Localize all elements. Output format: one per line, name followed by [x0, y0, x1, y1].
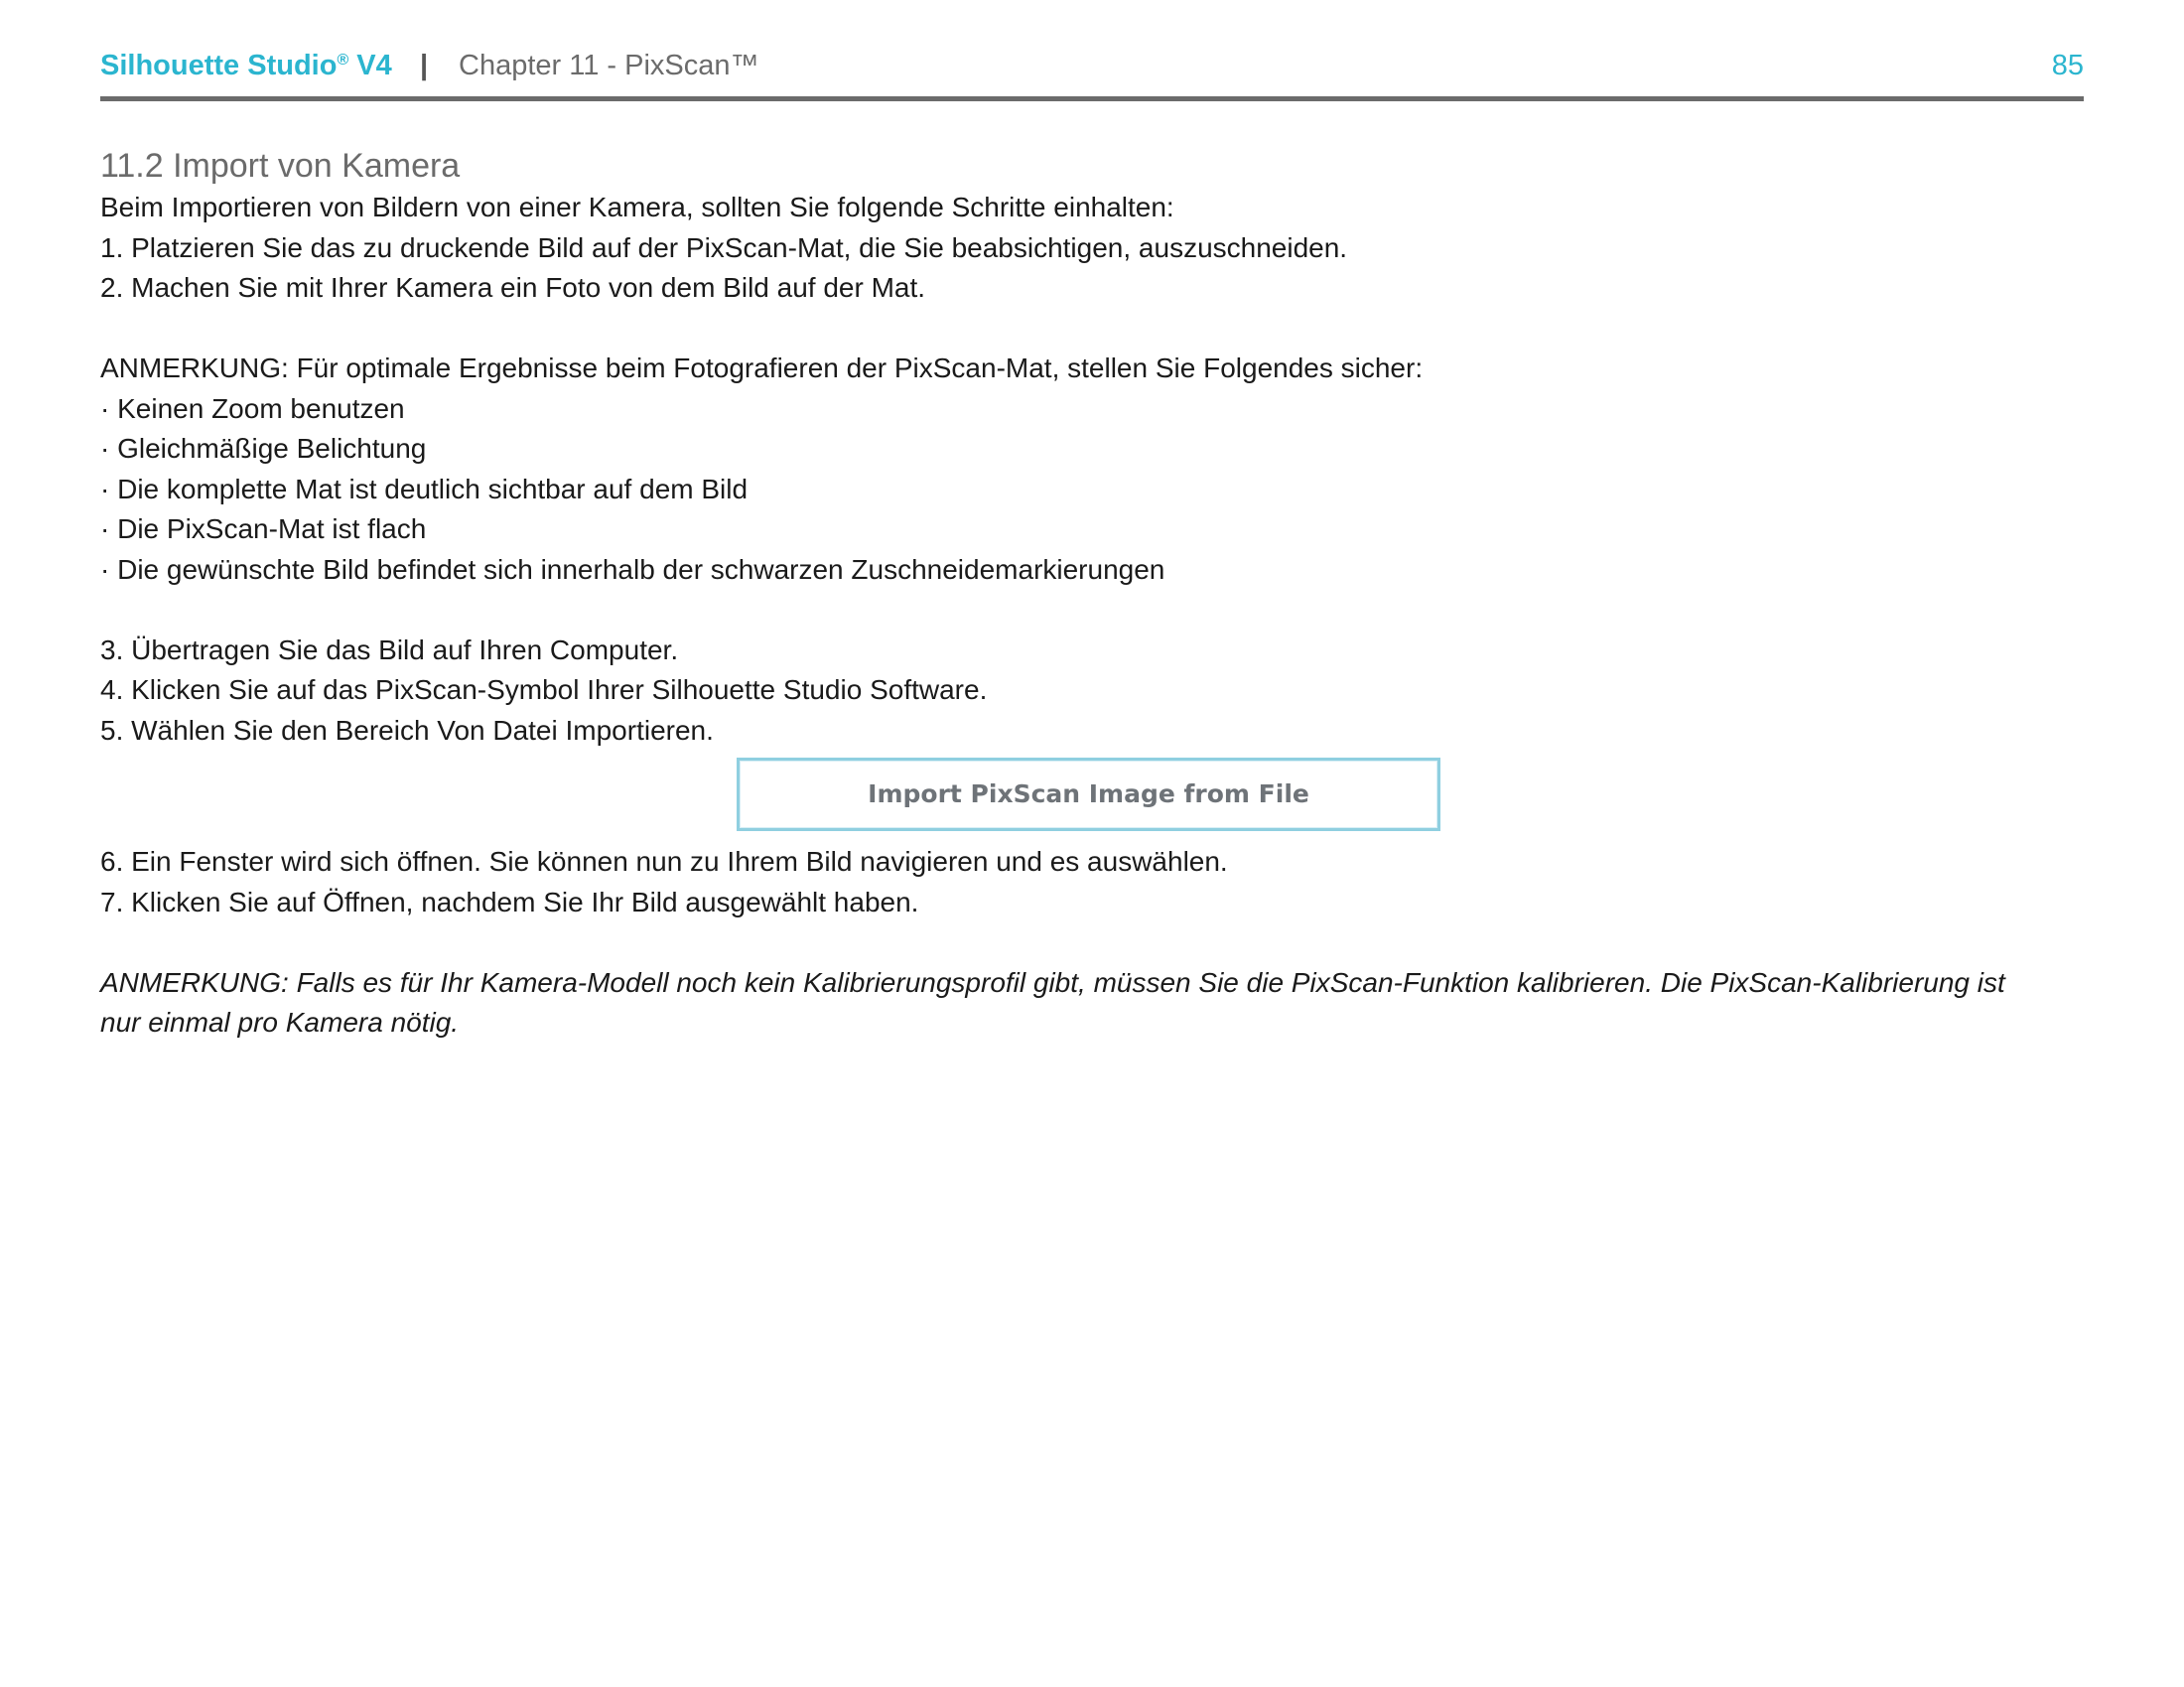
- header-divider: [100, 96, 2084, 101]
- note-optimal-results: ANMERKUNG: Für optimale Ergebnisse beim Fotografieren der PixScan-Mat, stellen Sie Folgendes sicher:: [100, 352, 1424, 383]
- bullet-item: · Die PixScan-Mat ist flach: [100, 513, 427, 544]
- step-4: 4. Klicken Sie auf das PixScan-Symbol Ihrer Silhouette Studio Software.: [100, 674, 988, 705]
- brand-name: Silhouette Studio: [100, 50, 338, 81]
- bullet-item: · Die komplette Mat ist deutlich sichtbar auf dem Bild: [100, 473, 749, 504]
- spacer: [100, 922, 2066, 963]
- page-number: 85: [2051, 50, 2084, 81]
- step-3: 3. Übertragen Sie das Bild auf Ihren Computer.: [100, 633, 679, 665]
- step-7: 7. Klicken Sie auf Öffnen, nachdem Sie Ihr Bild ausgewählt haben.: [100, 886, 919, 917]
- header-separator: |: [420, 50, 429, 81]
- step-1: 1. Platzieren Sie das zu druckende Bild auf der PixScan-Mat, die Sie beabsichtigen, auszuschneiden.: [100, 231, 1348, 263]
- step-2: 2. Machen Sie mit Ihrer Kamera ein Foto von dem Bild auf der Mat.: [100, 272, 926, 303]
- section-heading: 11.2 Import von Kamera: [100, 147, 461, 185]
- intro-text: Beim Importieren von Bildern von einer Kamera, sollten Sie folgende Schritte einhalten:: [100, 192, 1174, 222]
- bullet-item: · Keinen Zoom benutzen: [100, 392, 405, 424]
- import-button-figure: [100, 751, 2066, 842]
- bullet-item: · Die gewünschte Bild befindet sich innerhalb der schwarzen Zuschneidemarkierungen: [100, 553, 1165, 585]
- import-pixscan-image-button[interactable]: Import PixScan Image from File: [737, 758, 1440, 831]
- step-6: 6. Ein Fenster wird sich öffnen. Sie können nun zu Ihrem Bild navigieren und es auswählen.: [100, 846, 1228, 877]
- brand-version: V4: [348, 50, 392, 81]
- brand-title: [100, 50, 392, 82]
- registered-mark: ®: [337, 52, 349, 69]
- spacer: [100, 590, 2066, 631]
- page-content: [100, 144, 2066, 1044]
- step-5: 5. Wählen Sie den Bereich Von Datei Importieren.: [100, 714, 714, 746]
- note-calibration: ANMERKUNG: Falls es für Ihr Kamera-Modell noch kein Kalibrierungsprofil gibt, müssen Sie die PixScan-Funktion kalibrieren. Die PixScan-Kalibrierung ist nur einmal pro Kamera nötig.: [100, 966, 2005, 1038]
- bullet-item: · Gleichmäßige Belichtung: [100, 433, 427, 464]
- spacer: [100, 309, 2066, 350]
- chapter-title: Chapter 11 - PixScan™: [459, 50, 759, 81]
- page-header: [100, 50, 2084, 89]
